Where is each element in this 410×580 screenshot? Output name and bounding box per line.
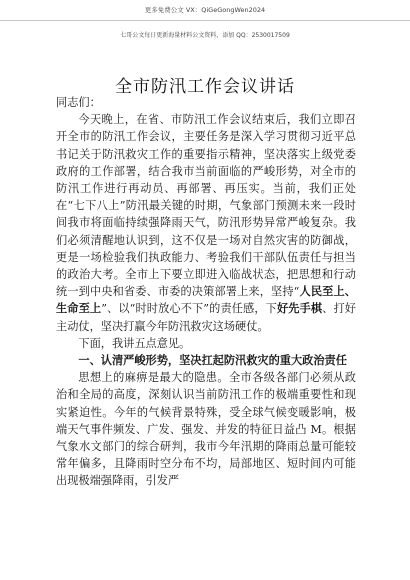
paragraph-1-a: 今天晚上，在省、市防汛工作会议结束后，我们立即召开全市的防汛工作会议，主要任务是深入学习贯彻习近平总书记关于防汛救灾工作的重要指示精神，坚决落实上级党委政府的工作部署，结合我市当前面临的严峻形势，对全市的防汛工作进行再动员、再部署、再压实。当前，我们正处在“七下八上”防汛最关键的时期，气象部门预测未来一段时间我市将面临持续强降雨天气，防汛形势异常严峻复杂。我们必须清醒地认识到，这不仅是一场对自然灾害的防御战，更是一场检验我们执政能力、考验我们干部队伍责任与担当的政治大考。全市上下要立即进入临战状态，把思想和行动统一到中央和省委、市委的决策部署上来，坚持“	[56, 113, 356, 299]
top-banner	[0, 0, 410, 21]
paragraph-1-b: ”、以“时时放心不下”的责任感，下	[101, 302, 277, 316]
document-body	[56, 94, 356, 490]
section-heading-1: 一、认清严峻形势，坚决扛起防汛救灾的重大政治责任	[78, 354, 347, 368]
paragraph-3: 思想上的麻痹是最大的隐患。全市各级各部门必须从政治和全局的高度，深刻认识当前防汛工作的极端重要性和现实紧迫性。今年的气候背景特殊，受全球气候变暖影响，极端天气事件频发、广发、强发、并发的特征日益凸 M。根据气象水文部门的综合研判，我市今年汛期的降雨总量可能较常年偏多，且降雨时空分布不均，局部地区、短时间内可能出现极端强降雨，引发严	[56, 371, 356, 488]
paragraph-1-c: 、打好主动仗，坚决打赢今年防汛救灾这场硬仗。	[56, 302, 356, 333]
paragraph-1	[56, 111, 356, 335]
first-move-bold: 好先手棋	[276, 302, 323, 316]
sub-note: 七哥公文每日更新海量材料公文资料，添加 QQ：2530017509	[120, 32, 290, 39]
top-note: 更多免费公文 VX：QiGeGongWen2024	[144, 6, 266, 14]
paragraph-2: 下面，我讲五点意见。	[78, 336, 191, 350]
document-title: 全市防汛工作会议讲话	[115, 77, 295, 97]
salutation: 同志们：	[56, 96, 101, 109]
slogan-bold: 人民至上、生命至上	[56, 285, 356, 316]
